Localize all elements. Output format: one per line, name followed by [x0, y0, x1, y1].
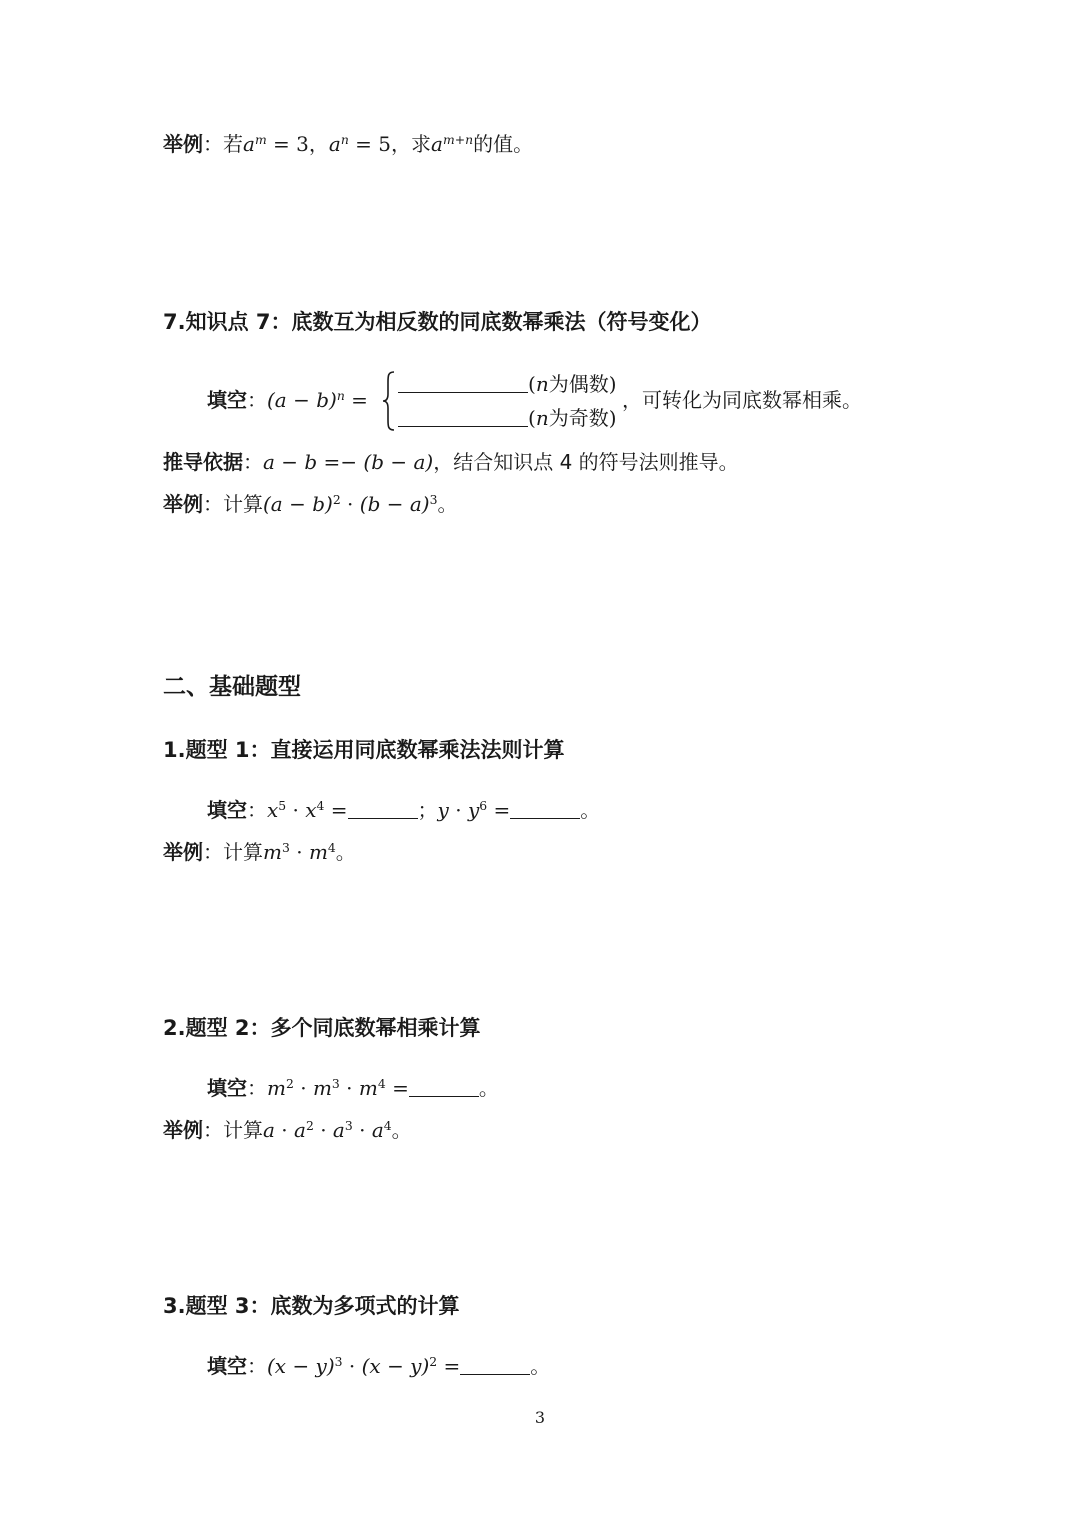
fill-label: 填空 [207, 1354, 247, 1378]
page-number: 3 [534, 1408, 546, 1427]
type1-title: 1.题型 1：直接运用同底数幂乘法法则计算 [163, 738, 565, 762]
example-1: 举例：若$a^m = 3$，$a^n = 5$，求$a^{m+n}$的值。 [163, 132, 534, 156]
type3-fill-blank: 填空：$(x - y)^3 \cdot (x - y)^2$ = 。 [207, 1354, 551, 1378]
fill-label: 填空 [207, 798, 247, 822]
answer-blank [409, 1095, 479, 1097]
kp7-title: 7.知识点 7：底数互为相反数的同底数幂乘法（符号变化） [163, 310, 712, 334]
section-title: 二、基础题型 [163, 674, 301, 700]
fill-label: 填空 [207, 388, 247, 412]
answer-blank [398, 425, 528, 427]
type2-title: 2.题型 2：多个同底数幂相乘计算 [163, 1016, 481, 1040]
fill-label: 填空 [207, 1076, 247, 1100]
answer-blank [348, 817, 418, 819]
type2-fill-blank: 填空：$m^2 \cdot m^3 \cdot m^4$ = 。 [207, 1076, 499, 1100]
example-label: 举例 [163, 132, 203, 156]
type2-example: 举例：计算$a \cdot a^2 \cdot a^3 \cdot a^4$。 [163, 1118, 412, 1142]
kp7-expression: (a − b) [267, 388, 337, 412]
answer-blank [460, 1373, 530, 1375]
basis-label: 推导依据 [163, 450, 243, 474]
example-label: 举例 [163, 492, 203, 516]
answer-blank [510, 817, 580, 819]
type3-title: 3.题型 3：底数为多项式的计算 [163, 1294, 460, 1318]
kp7-basis: 推导依据：a − b =− (b − a)，结合知识点 4 的符号法则推导。 [163, 450, 739, 474]
left-brace-icon [382, 370, 396, 432]
example-label: 举例 [163, 840, 203, 864]
case-even: (n为偶数) [398, 374, 617, 394]
type1-example: 举例：计算$m^3 \cdot m^4$。 [163, 840, 356, 864]
kp7-tail: ，可转化为同底数幂相乘。 [622, 388, 862, 412]
example-label: 举例 [163, 1118, 203, 1142]
answer-blank [398, 391, 528, 393]
type1-fill-blank: 填空：$x^5 \cdot x^4$ = ；$y \cdot y^6$ = 。 [207, 798, 601, 822]
kp7-example: 举例：计算$(a - b)^2 \cdot (b - a)^3$。 [163, 492, 458, 516]
case-odd: (n为奇数) [398, 408, 617, 428]
kp7-fill-blank: 填空：$(a - b)^n$ = [207, 388, 368, 412]
